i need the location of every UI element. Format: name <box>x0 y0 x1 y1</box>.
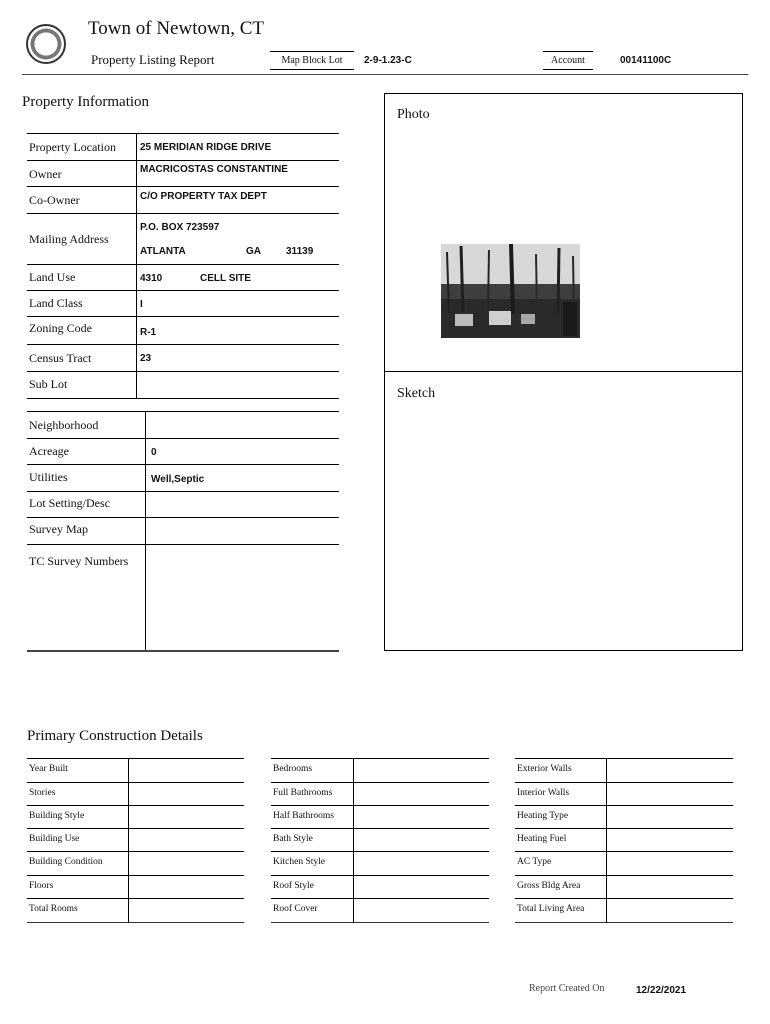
construction-field-value <box>606 759 607 783</box>
construction-field-value <box>128 806 129 829</box>
utilities-label: Utilities <box>29 470 68 484</box>
construction-row <box>515 829 733 852</box>
construction-field-label: Total Rooms <box>29 904 78 914</box>
row-tc-survey <box>27 545 339 652</box>
construction-row <box>271 876 489 899</box>
construction-field-label: AC Type <box>517 857 552 867</box>
row-land-use <box>27 265 339 291</box>
land-use-desc: CELL SITE <box>200 273 251 284</box>
construction-field-value <box>606 783 607 806</box>
construction-field-label: Roof Cover <box>273 904 318 914</box>
construction-field-value <box>128 899 129 923</box>
construction-field-label: Heating Fuel <box>517 834 567 844</box>
construction-field-label: Bedrooms <box>273 764 313 774</box>
construction-row <box>515 759 733 783</box>
co-owner-label: Co-Owner <box>29 193 80 207</box>
construction-field-value <box>606 829 607 852</box>
row-zoning-code <box>27 317 339 345</box>
photo-sketch-panel <box>384 93 743 651</box>
panel-divider <box>384 371 743 372</box>
construction-field-label: Building Condition <box>29 857 103 867</box>
construction-row <box>27 829 244 852</box>
construction-field-value <box>606 876 607 899</box>
report-created-label: Report Created On <box>529 983 605 994</box>
construction-field-label: Year Built <box>29 764 68 774</box>
construction-row <box>271 852 489 876</box>
land-class-value: I <box>140 299 143 310</box>
construction-field-value <box>128 852 129 876</box>
construction-field-label: Stories <box>29 788 56 798</box>
co-owner-value: C/O PROPERTY TAX DEPT <box>140 191 267 202</box>
row-land-class <box>27 291 339 317</box>
construction-row <box>27 759 244 783</box>
construction-row <box>515 783 733 806</box>
row-lot-setting <box>27 492 339 518</box>
mailing-city: ATLANTA <box>140 246 186 257</box>
town-title: Town of Newtown, CT <box>88 18 264 39</box>
construction-field-value <box>353 783 354 806</box>
header-divider <box>22 74 748 75</box>
row-census-tract <box>27 345 339 372</box>
construction-row <box>27 783 244 806</box>
census-tract-label: Census Tract <box>29 351 92 365</box>
construction-field-label: Exterior Walls <box>517 764 572 774</box>
construction-field-label: Gross Bldg Area <box>517 881 581 891</box>
construction-field-label: Heating Type <box>517 811 569 821</box>
construction-row <box>271 899 489 923</box>
construction-row <box>271 806 489 829</box>
construction-field-label: Kitchen Style <box>273 857 325 867</box>
census-tract-value: 23 <box>140 353 152 364</box>
row-utilities <box>27 465 339 492</box>
sub-lot-label: Sub Lot <box>29 377 68 391</box>
construction-field-value <box>606 806 607 829</box>
account-value: 00141100C <box>620 55 672 66</box>
map-block-lot-value: 2-9-1.23-C <box>364 55 412 66</box>
construction-field-value <box>128 876 129 899</box>
report-created-date: 12/22/2021 <box>636 985 687 996</box>
zoning-code-label: Zoning Code <box>29 321 92 335</box>
construction-row <box>27 852 244 876</box>
property-info-title: Property Information <box>22 94 150 110</box>
construction-field-label: Floors <box>29 881 54 891</box>
construction-row <box>515 806 733 829</box>
land-class-label: Land Class <box>29 296 83 310</box>
construction-row <box>27 806 244 829</box>
photo-label: Photo <box>397 107 430 122</box>
construction-field-label: Roof Style <box>273 881 314 891</box>
account-label: Account <box>543 51 593 70</box>
construction-title: Primary Construction Details <box>27 728 203 744</box>
construction-row <box>271 783 489 806</box>
row-sub-lot <box>27 372 339 399</box>
construction-field-value <box>606 899 607 923</box>
construction-field-value <box>606 852 607 876</box>
construction-field-label: Interior Walls <box>517 788 570 798</box>
owner-value: MACRICOSTAS CONSTANTINE <box>140 164 288 175</box>
construction-row <box>515 876 733 899</box>
zoning-code-value: R-1 <box>140 327 157 338</box>
construction-row <box>515 899 733 923</box>
property-location-value: 25 MERIDIAN RIDGE DRIVE <box>140 142 272 153</box>
row-acreage <box>27 439 339 465</box>
neighborhood-label: Neighborhood <box>29 418 99 432</box>
construction-field-label: Total Living Area <box>517 904 585 914</box>
map-block-lot-label: Map Block Lot <box>270 51 354 70</box>
row-survey-map <box>27 518 339 545</box>
construction-field-value <box>353 829 354 852</box>
row-property-location <box>27 134 339 161</box>
land-use-code: 4310 <box>140 273 163 284</box>
construction-field-value <box>353 759 354 783</box>
row-co-owner <box>27 187 339 214</box>
row-neighborhood <box>27 412 339 439</box>
construction-field-value <box>353 806 354 829</box>
construction-row <box>271 759 489 783</box>
mailing-address-label: Mailing Address <box>29 232 109 246</box>
property-photo <box>441 244 580 338</box>
construction-field-label: Full Bathrooms <box>273 788 333 798</box>
acreage-label: Acreage <box>29 444 69 458</box>
report-title: Property Listing Report <box>91 52 215 67</box>
sketch-label: Sketch <box>397 386 436 401</box>
land-use-label: Land Use <box>29 270 76 284</box>
survey-map-label: Survey Map <box>29 522 88 536</box>
construction-field-label: Building Style <box>29 811 85 821</box>
construction-field-value <box>128 783 129 806</box>
construction-field-value <box>353 876 354 899</box>
construction-row <box>271 829 489 852</box>
acreage-value: 0 <box>151 447 157 458</box>
construction-field-value <box>353 852 354 876</box>
mailing-state: GA <box>246 246 261 257</box>
row-owner <box>27 161 339 187</box>
construction-field-value <box>353 899 354 923</box>
owner-label: Owner <box>29 167 62 181</box>
tc-survey-label: TC Survey Numbers <box>29 554 129 568</box>
property-location-label: Property Location <box>29 140 116 154</box>
construction-row <box>27 899 244 923</box>
construction-row <box>27 876 244 899</box>
lot-setting-label: Lot Setting/Desc <box>29 496 110 510</box>
town-seal-icon <box>26 24 66 64</box>
row-mailing-address <box>27 214 339 265</box>
construction-field-label: Half Bathrooms <box>273 811 334 821</box>
construction-field-label: Bath Style <box>273 834 313 844</box>
utilities-value: Well,Septic <box>151 474 205 485</box>
construction-field-value <box>128 759 129 783</box>
construction-field-label: Building Use <box>29 834 80 844</box>
construction-field-value <box>128 829 129 852</box>
mailing-line1: P.O. BOX 723597 <box>140 222 220 233</box>
construction-row <box>515 852 733 876</box>
mailing-zip: 31139 <box>286 246 314 257</box>
